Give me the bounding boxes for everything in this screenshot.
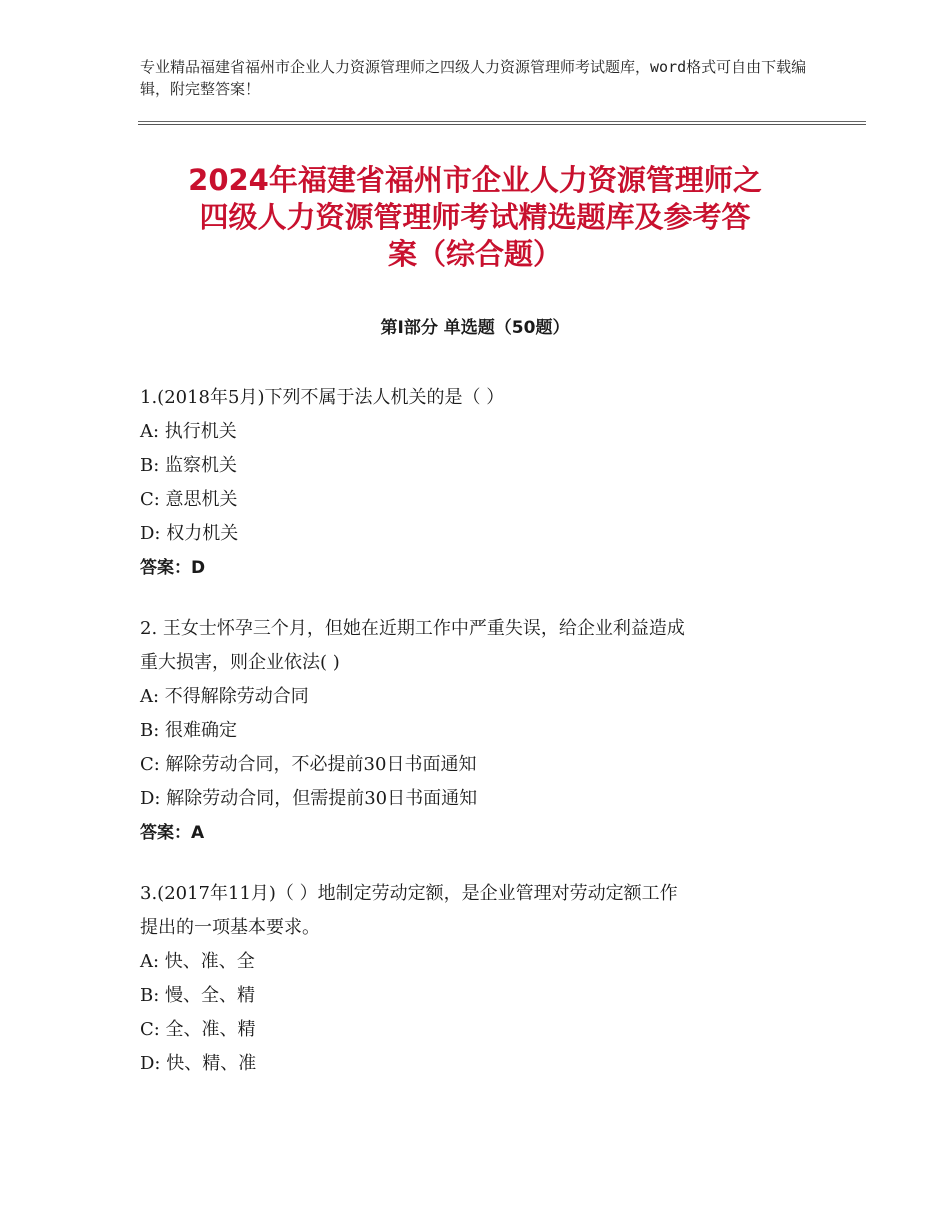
option-c: C: 解除劳动合同，不必提前30日书面通知 — [140, 754, 477, 775]
question-stem: 1.(2018年5月)下列不属于法人机关的是（ ） — [140, 387, 505, 408]
title-line: 2024年福建省福州市企业人力资源管理师之 — [188, 163, 762, 197]
title-line: 四级人力资源管理师考试精选题库及参考答 — [199, 200, 751, 234]
question-3 — [140, 877, 810, 1081]
option-b: B: 慢、全、精 — [140, 985, 256, 1006]
question-1 — [140, 381, 810, 585]
answer-line: 答案：A — [140, 823, 205, 843]
section-heading: 第Ⅰ部分 单选题（50题） — [380, 318, 570, 338]
header-note: 专业精品福建省福州市企业人力资源管理师之四级人力资源管理师考试题库，word格式可自由下载编辑，附完整答案！ — [140, 58, 807, 98]
question-2 — [140, 612, 810, 850]
document-title — [140, 162, 810, 273]
option-c: C: 意思机关 — [140, 489, 238, 510]
answer-line: 答案：D — [140, 558, 206, 578]
option-b: B: 很难确定 — [140, 720, 238, 741]
question-stem: 2. 王女士怀孕三个月，但她在近期工作中严重失误，给企业利益造成 — [140, 618, 685, 639]
question-stem: 3.(2017年11月)（ ）地制定劳动定额，是企业管理对劳动定额工作 — [140, 883, 678, 904]
option-a: A: 快、准、全 — [140, 951, 255, 972]
title-line: 案（综合题） — [387, 237, 562, 271]
option-d: D: 权力机关 — [140, 523, 239, 544]
header-divider-thick — [138, 124, 866, 125]
header-divider — [138, 121, 866, 122]
option-d: D: 解除劳动合同，但需提前30日书面通知 — [140, 788, 478, 809]
question-stem-continued: 重大损害，则企业依法( ) — [140, 652, 340, 673]
question-stem-continued: 提出的一项基本要求。 — [140, 917, 320, 938]
option-b: B: 监察机关 — [140, 455, 238, 476]
option-a: A: 执行机关 — [140, 421, 237, 442]
option-c: C: 全、准、精 — [140, 1019, 256, 1040]
option-d: D: 快、精、准 — [140, 1053, 257, 1074]
question-list — [140, 381, 810, 1108]
option-a: A: 不得解除劳动合同 — [140, 686, 309, 707]
